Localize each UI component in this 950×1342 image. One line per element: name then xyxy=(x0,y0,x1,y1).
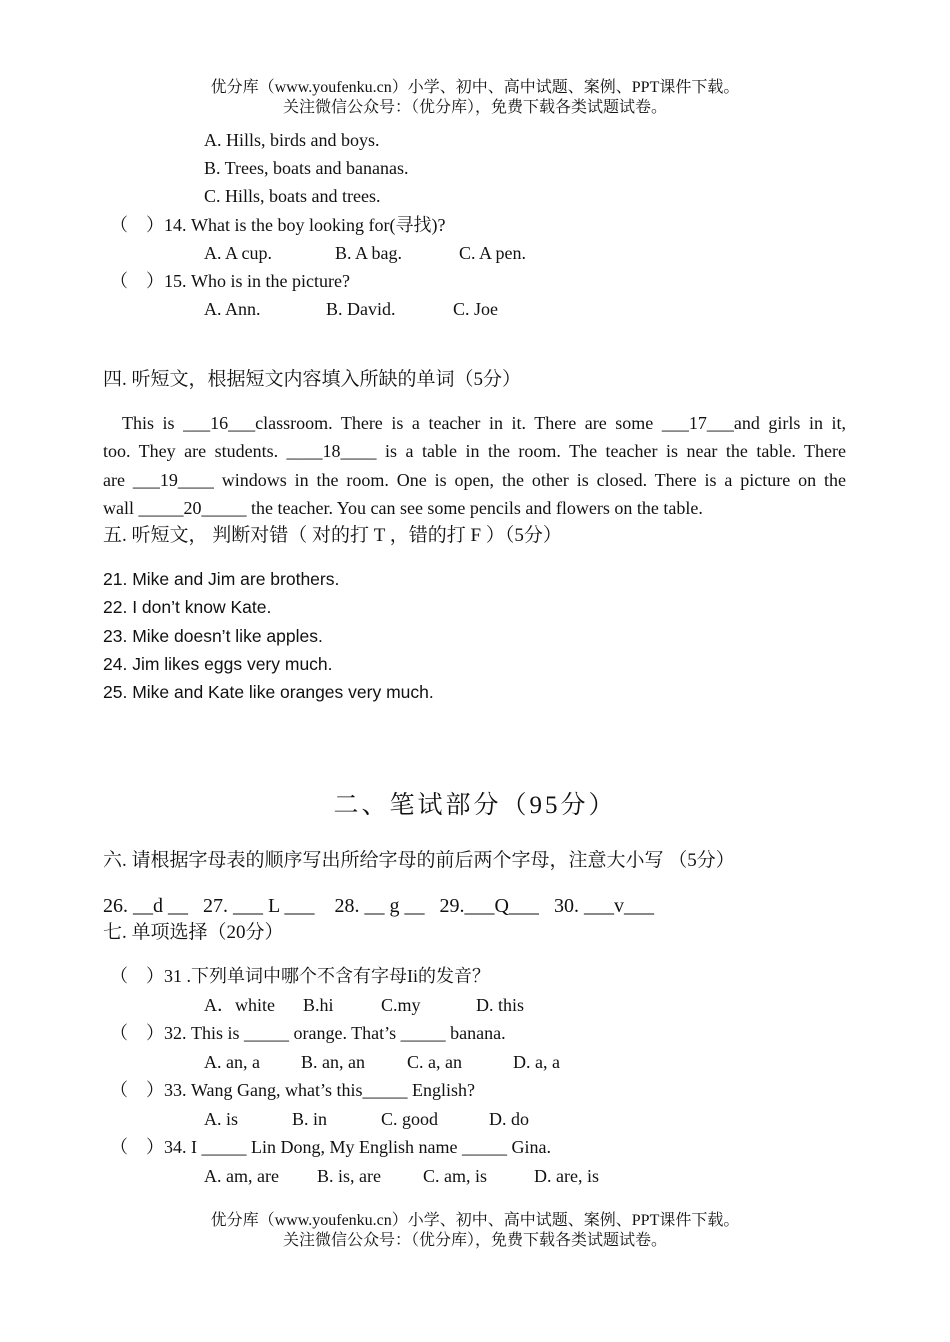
q15-option-c: C. Joe xyxy=(453,299,498,319)
q34-options xyxy=(204,1164,599,1188)
footer-line-1: 优分库（www.youfenku.cn）小学、初中、高中试题、案例、PPT课件下载。 xyxy=(210,1212,740,1229)
q15-stem: （ ）15. Who is in the picture? xyxy=(110,271,350,291)
letter-item-30: 30. ___v___ xyxy=(553,895,654,917)
section-5-title: 五. 听短文， 判断对错（ 对的打 T ，错的打 F ）（5分） xyxy=(103,525,562,546)
header-line-2: 关注微信公众号：（优分库），免费下载各类试题试卷。 xyxy=(282,99,667,116)
q14-option-c: C. A pen. xyxy=(459,243,527,263)
header-line-1: 优分库（www.youfenku.cn）小学、初中、高中试题、案例、PPT课件下载。 xyxy=(210,79,740,96)
q13-option-a: A. Hills, birds and boys. xyxy=(204,130,380,150)
letter-item-27: 27. ___ L ___ xyxy=(203,895,315,917)
q31-options xyxy=(204,993,524,1017)
tf-item: 23. Mike doesn’t like apples. xyxy=(103,626,323,646)
letter-item-29: 29.___Q___ xyxy=(439,895,539,917)
q15-option-b: B. David. xyxy=(326,299,396,319)
q14-option-a: A. A cup. xyxy=(204,243,273,263)
q14-options xyxy=(204,241,526,265)
q13-option-b: B. Trees, boats and bananas. xyxy=(204,158,409,178)
tf-item: 21. Mike and Jim are brothers. xyxy=(103,569,340,589)
section-4-line-3: are ___19____ windows in the room. One is open, the other is closed. There is a picture on the xyxy=(103,470,846,490)
section-7-title: 七. 单项选择（20分） xyxy=(103,922,284,943)
q32-option-c: C. a, an xyxy=(407,1052,462,1072)
q14-stem: （ ）14. What is the boy looking for(寻找)? xyxy=(110,215,446,235)
q32-option-a: A. an, a xyxy=(204,1052,260,1072)
part-2-title: 二、笔试部分（95分） xyxy=(333,792,617,819)
q33-option-d: D. do xyxy=(489,1109,529,1129)
letter-items xyxy=(103,894,654,918)
q32-stem: （ ）32. This is _____ orange. That’s _____ banana. xyxy=(110,1023,506,1043)
q32-option-d: D. a, a xyxy=(513,1052,560,1072)
tf-item: 25. Mike and Kate like oranges very much. xyxy=(103,682,434,702)
section-6-title: 六. 请根据字母表的顺序写出所给字母的前后两个字母，注意大小写 （5分） xyxy=(103,850,735,871)
q32-option-b: B. an, an xyxy=(301,1052,365,1072)
footer-line-2: 关注微信公众号：（优分库），免费下载各类试题试卷。 xyxy=(282,1232,667,1249)
q13-option-c: C. Hills, boats and trees. xyxy=(204,186,381,206)
q34-option-c: C. am, is xyxy=(423,1166,488,1186)
tf-item: 24. Jim likes eggs very much. xyxy=(103,654,333,674)
q32-options xyxy=(204,1050,560,1074)
q33-option-c: C. good xyxy=(381,1109,439,1129)
q14-option-b: B. A bag. xyxy=(335,243,403,263)
section-4-line-1: This is ___16___classroom. There is a teacher in it. There are some ___17___and girls in it, xyxy=(122,413,846,433)
q31-option-b: B.hi xyxy=(303,995,334,1015)
q34-option-b: B. is, are xyxy=(317,1166,381,1186)
q15-options xyxy=(204,297,498,321)
q15-option-a: A. Ann. xyxy=(204,299,261,319)
tf-item: 22. I don’t know Kate. xyxy=(103,597,272,617)
section-4-line-4: wall _____20_____ the teacher. You can see some pencils and flowers on the table. xyxy=(103,498,703,518)
q33-option-b: B. in xyxy=(292,1109,328,1129)
q34-stem: （ ）34. I _____ Lin Dong, My English name _____ Gina. xyxy=(110,1137,551,1157)
letter-item-28: 28. __ g __ xyxy=(334,895,425,917)
section-4-title: 四. 听短文，根据短文内容填入所缺的单词（5分） xyxy=(103,369,522,390)
q33-options xyxy=(204,1107,529,1131)
q34-option-a: A. am, are xyxy=(204,1166,279,1186)
q33-stem: （ ）33. Wang Gang, what’s this_____ English? xyxy=(110,1080,476,1100)
q31-option-a: A．white xyxy=(204,995,275,1015)
q31-option-c: C.my xyxy=(381,995,421,1015)
q31-option-d: D. this xyxy=(476,995,525,1015)
letter-item-26: 26. __d __ xyxy=(103,895,188,917)
q34-option-d: D. are, is xyxy=(534,1166,599,1186)
q33-option-a: A. is xyxy=(204,1109,239,1129)
q31-stem: （ ）31 .下列单词中哪个不含有字母Ii的发音？ xyxy=(110,966,490,986)
section-4-line-2: too. They are students. ____18____ is a table in the room. The teacher is near the table. There xyxy=(103,441,846,461)
